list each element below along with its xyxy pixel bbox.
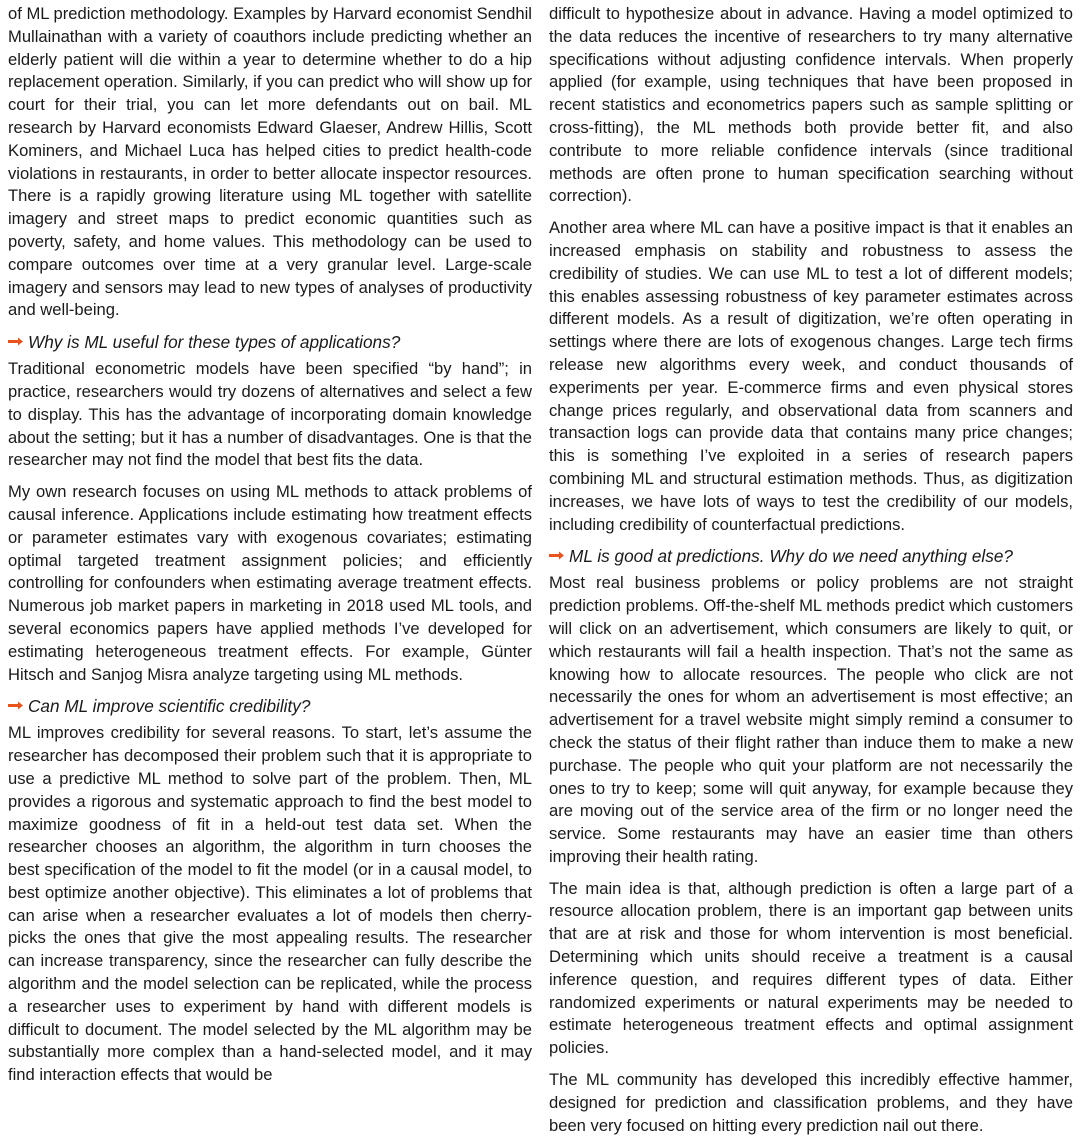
paragraph: My own research focuses on using ML methods to attack problems of causal inference. Applications include estimating how treatment effects or parameter estimates vary with exogenous covariates; estimating optimal targeted treatment assignment policies; and efficiently controlling for confounders when estimating average treatment effects. Numerous job market papers in marketing in 2018 used ML tools, and several economics papers have applied methods I’ve developed for estimating heterogeneous treatment effects. For example, Günter Hitsch and Sanjog Misra analyze targeting using ML methods. [8, 482, 532, 684]
paragraph: The main idea is that, although prediction is often a large part of a resource allocation problem, there is an important gap between units that are at risk and those for whom intervention is most beneficial. Determining which units should receive a treatment is a causal inference question, and requires different types of data. Either randomized experiments or natural experiments may be needed to estimate heterogeneous treatment effects and optimal assignment policies. [549, 878, 1073, 1058]
section-heading-text: ML is good at predictions. Why do we need anything else? [569, 546, 1013, 567]
paragraph: Most real business problems or policy problems are not straight prediction problems. Off-the-shelf ML methods predict which customers will click on an advertisement, which consumers are likely to quit, or which restaurants will fail a health inspection. That’s not the same as knowing how to allocate resources. The people who click are not necessarily the ones for whom an advertisement is most effective; an advertisement for a travel website might simply remind a consumer to check the status of their flight rather than induce them to make a new purchase. The people who quit your platform are not necessarily the ones to try to keep; some will quit anyway, for example because they are moving out of the service area of the firm or no longer need the service. Some restaurants may have an easier time than others improving their health rating. [549, 573, 1073, 866]
section-heading-predictions [549, 545, 1073, 568]
paragraph: Traditional econometric models have been specified “by hand”; in practice, researchers would try dozens of alternatives and select a few to display. This has the advantage of incorporating domain knowledge about the setting; but it has a number of disadvantages. One is that the researcher may not find the model that best fits the data. [8, 359, 532, 470]
paragraph: of ML prediction methodology. Examples by Harvard economist Sendhil Mullainathan with a variety of coauthors include predicting whether an elderly patient will die within a year to determine whether to do a hip replacement operation. Similarly, if you can predict who will show up for court for their trial, you can let more defendants out on bail. ML research by Harvard economists Edward Glaeser, Andrew Hillis, Scott Kominers, and Michael Luca has helped cities to predict health-code violations in restaurants, in order to better allocate inspector resources. There is a rapidly growing literature using ML together with satellite imagery and street maps to predict economic quantities such as poverty, safety, and home values. This methodology can be used to compare outcomes over time at a very granular level. Large-scale imagery and sensors may lead to new types of analyses of productivity and well-being. [8, 4, 532, 320]
section-heading-why-ml-useful [8, 331, 532, 354]
section-heading-text: Can ML improve scientific credibility? [28, 696, 311, 717]
paragraph: difficult to hypothesize about in advance. Having a model optimized to the data reduces the incentive of researchers to try many alternative specifications without adjusting confidence intervals. When properly applied (for example, using techniques that have been proposed in recent statistics and econometrics papers such as sample splitting or cross-fitting), the ML methods both provide better fit, and also contribute to more reliable confidence intervals (since traditional methods are often prone to human specification searching without correction). [549, 4, 1073, 206]
right-column [549, 3, 1073, 1146]
left-column [8, 3, 532, 1096]
arrow-bullet-icon [8, 701, 23, 710]
paragraph: Another area where ML can have a positive impact is that it enables an increased emphasis on stability and robustness to assess the credibility of studies. We can use ML to test a lot of different models; this enables assessing robustness of key parameter estimates across different models. As a result of digitization, we’re often operating in settings where there are lots of exogenous changes. Large tech firms release new algorithms every week, and conduct thousands of experiments per year. E-commerce firms and even physical stores change prices regularly, and observational data from scanners and transaction logs can provide data that contains many price changes; this is something I’ve exploited in a series of research papers combining ML and structural estimation methods. Thus, as digitization increases, we have lots of ways to test the credibility of our models, including credibility of counterfactual predictions. [549, 218, 1073, 534]
paragraph: ML improves credibility for several reasons. To start, let’s assume the researcher has decomposed their problem such that it is appropriate to use a predictive ML method to solve part of the problem. Then, ML provides a rigorous and systematic approach to find the best model to maximize goodness of fit in a held-out test data set. When the researcher chooses an algorithm, the algorithm in turn chooses the best specification of the model to fit the model (or in a causal model, to best optimize another objective). This eliminates a lot of problems that can arise when a researcher evaluates a lot of models then cherry-picks the ones that give the most appealing results. The researcher can increase transparency, since the researcher can fully describe the algorithm and the model selection can be replicated, while the process a researcher uses to experiment by hand with different models is difficult to document. The model selected by the ML algorithm may be substantially more complex than a hand-selected model, and it may find interaction effects that would be [8, 723, 532, 1085]
arrow-bullet-icon [8, 337, 23, 346]
section-heading-scientific-credibility [8, 695, 532, 718]
arrow-bullet-icon [549, 551, 564, 560]
section-heading-text: Why is ML useful for these types of applications? [28, 332, 401, 353]
paragraph: The ML community has developed this incredibly effective hammer, designed for prediction and classification problems, and they have been very focused on hitting every prediction nail out there. [549, 1070, 1073, 1135]
